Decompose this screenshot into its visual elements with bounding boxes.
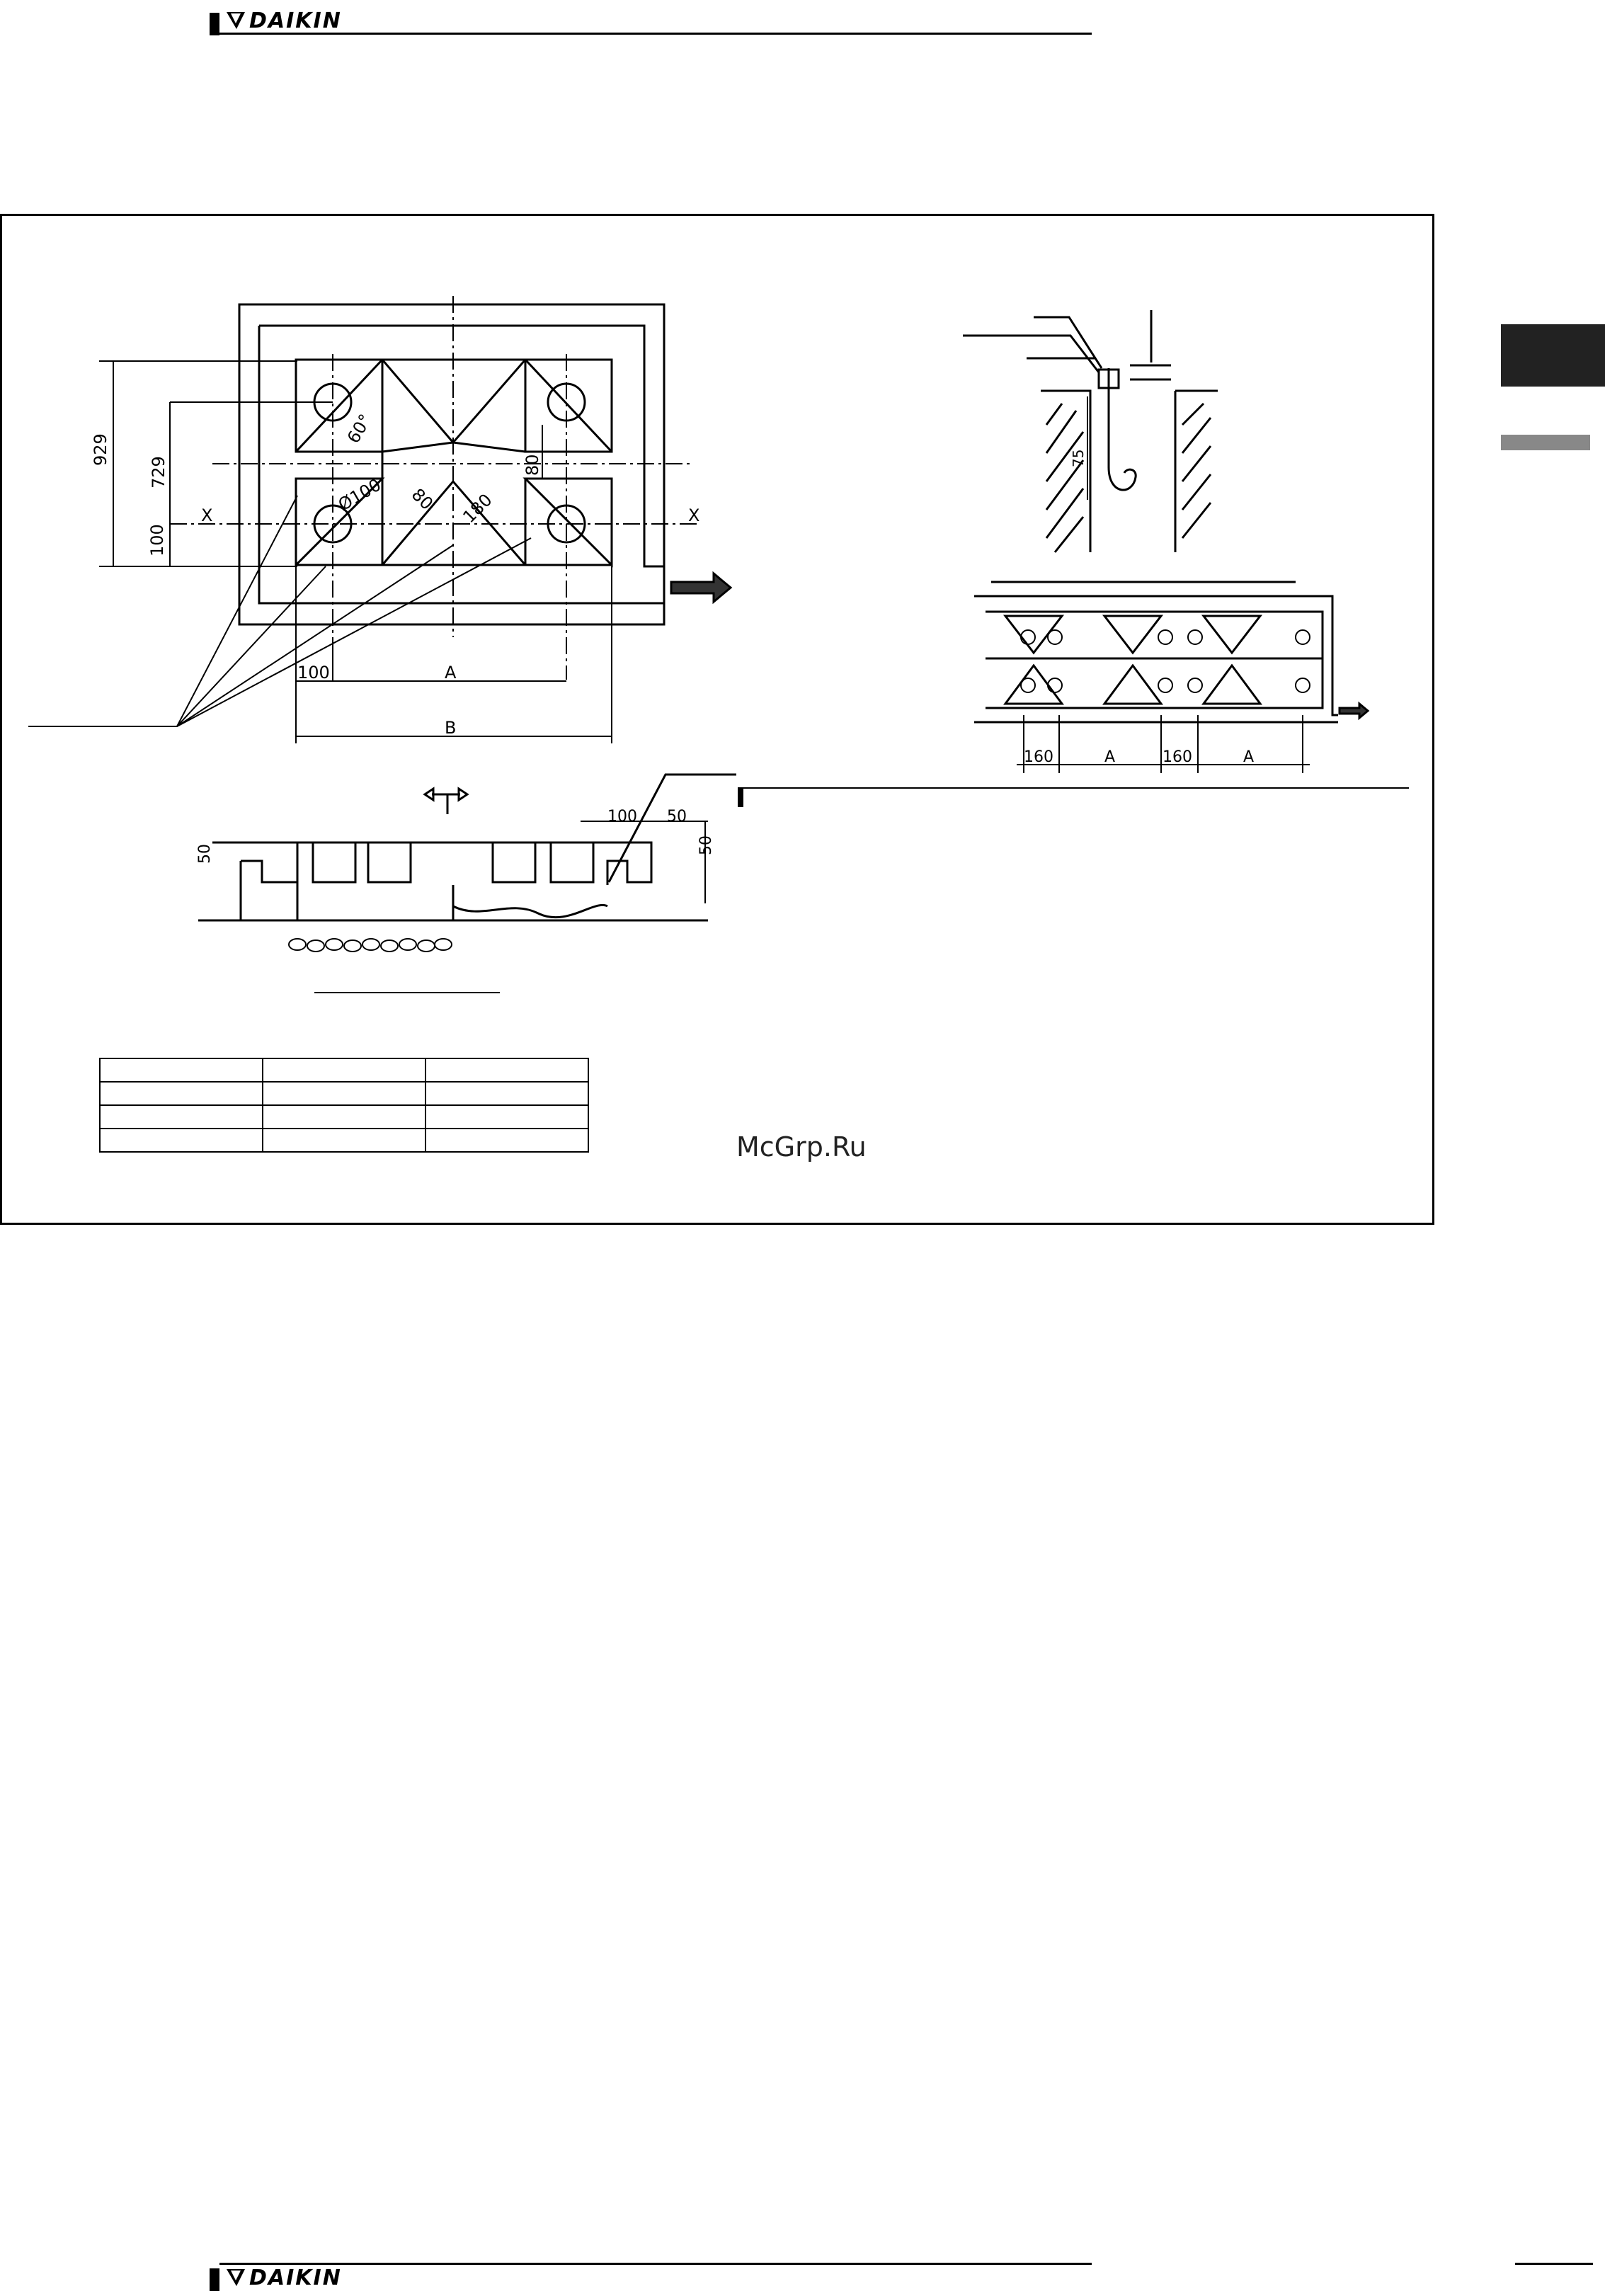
note-bar: [738, 787, 743, 807]
note-rule: [743, 787, 1409, 789]
anchor-bolt-detail: [963, 310, 1218, 552]
table-row: [100, 1129, 588, 1152]
sec-dim-50-top: 50: [667, 808, 687, 826]
header-brand: DAIKIN: [249, 8, 342, 33]
footer-brand: DAIKIN: [249, 2266, 342, 2290]
section-mark-left: X: [201, 506, 213, 525]
plan-triangle-right: [525, 479, 612, 565]
dim-80-right: 80: [522, 454, 542, 476]
sec-dim-100: 100: [607, 808, 637, 826]
multi-unit-view: [974, 582, 1368, 722]
section-mark-right: X: [688, 506, 700, 525]
hole-diameter: Ø100: [335, 474, 385, 515]
sec-dim-50-right: 50: [697, 835, 715, 855]
watermark-text: McGrp.Ru: [736, 1131, 867, 1163]
section-view: [198, 775, 736, 920]
sec-dim-50-left: 50: [196, 844, 214, 864]
dim-180: 180: [459, 490, 496, 527]
footer-bar: [210, 2268, 219, 2291]
footer-daikin-logo: [225, 2266, 342, 2290]
plan-triangle-top: [382, 360, 525, 442]
dim-80-a: 80: [407, 484, 438, 514]
bolt-dim-75: 75: [1070, 449, 1087, 467]
dim-100-left: 100: [147, 524, 167, 556]
mu-dim-160-a: 160: [1024, 748, 1053, 766]
mu-dim-A-a: A: [1104, 748, 1116, 766]
mu-dim-160-b: 160: [1163, 748, 1192, 766]
dim-100-bottom: 100: [297, 663, 330, 682]
plan-airflow-arrow: [671, 573, 731, 602]
dim-B: B: [445, 718, 457, 738]
table-row: [100, 1105, 588, 1129]
dim-729: 729: [149, 456, 169, 489]
footer-rule: [219, 2263, 1092, 2265]
plan-edge-left: [296, 452, 382, 479]
table-row: [100, 1082, 588, 1105]
dimension-table: [99, 1058, 589, 1153]
dim-A: A: [445, 663, 457, 682]
table-row: [100, 1058, 588, 1082]
footer-rule-right: [1515, 2263, 1593, 2265]
dim-929: 929: [91, 433, 110, 466]
daikin-logo-icon: [225, 2268, 246, 2288]
angle-60: 60°: [343, 411, 376, 447]
mu-dim-A-b: A: [1243, 748, 1255, 766]
